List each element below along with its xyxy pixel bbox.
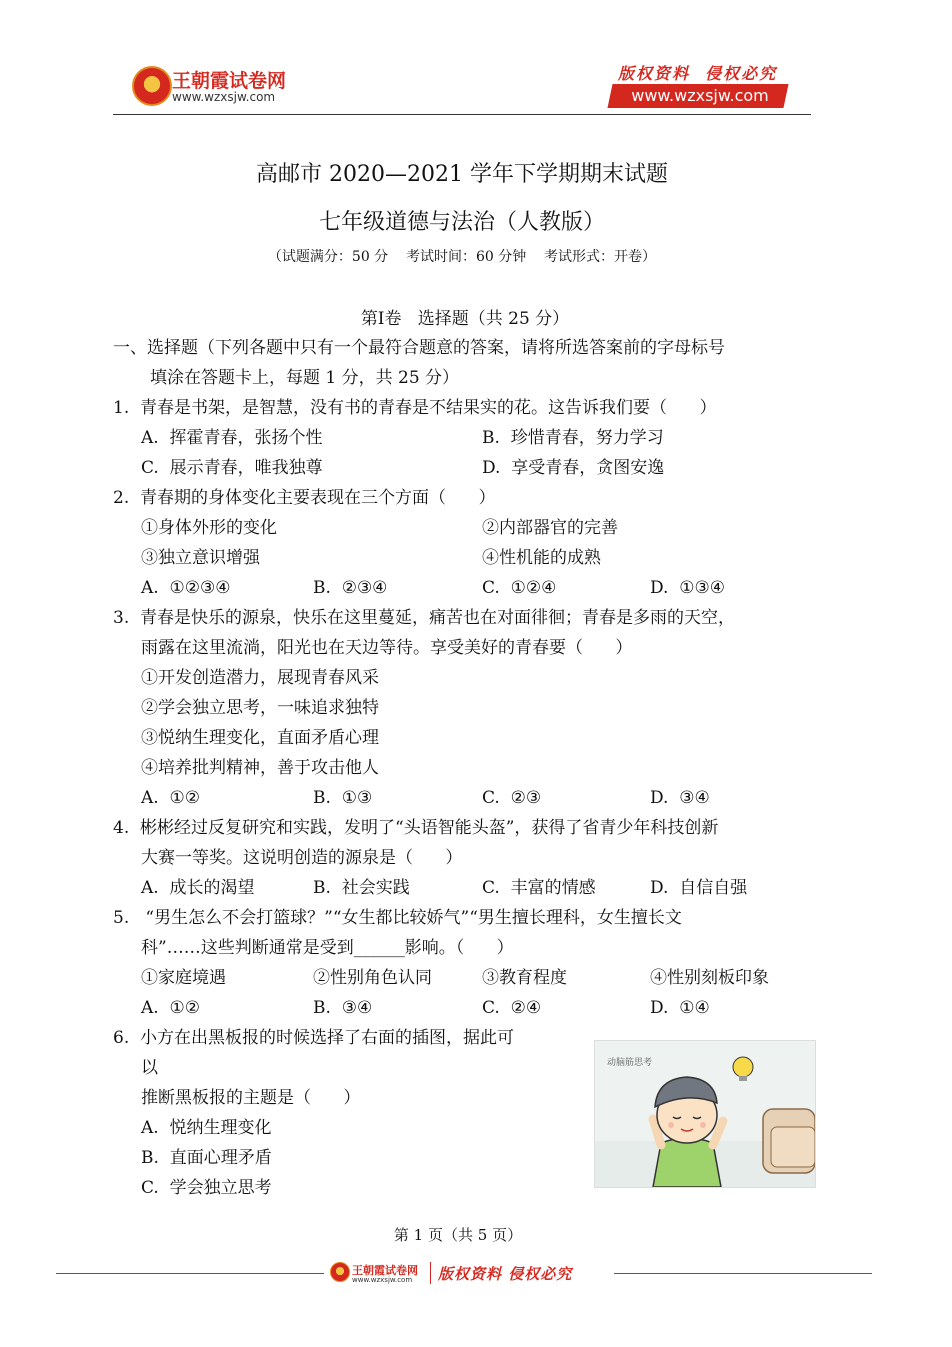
q5-stem-1: 5. “男生怎么不会打篮球？”“女生都比较娇气”“男生擅长理科，女生擅长文 (113, 908, 682, 928)
q4-option-b: B. 社会实践 (313, 878, 410, 898)
illustration-caption: 动脑筋思考 (607, 1058, 653, 1068)
q6-stem-3: 推断黑板报的主题是（ ） (141, 1088, 361, 1108)
q1-stem: 1. 青春是书架，是智慧，没有书的青春是不结果实的花。这告诉我们要（ ） (113, 398, 717, 418)
footer-rule-left (56, 1273, 324, 1274)
q1-option-d: D. 享受青春，贪图安逸 (482, 458, 665, 478)
exam-info: （试题满分：50 分 考试时间：60 分钟 考试形式：开卷） (267, 249, 657, 265)
q1-option-c: C. 展示青春，唯我独尊 (141, 458, 323, 478)
q6-option-a: A. 悦纳生理变化 (141, 1118, 272, 1138)
q4-stem-1: 4. 彬彬经过反复研究和实践，发明了“头语智能头盔”，获得了省青少年科技创新 (113, 818, 719, 838)
q3-statement-3: ③悦纳生理变化，直面矛盾心理 (141, 728, 379, 748)
q5-option-d: D. ①④ (650, 998, 710, 1018)
q5-statement-2: ②性别角色认同 (313, 968, 432, 988)
q4-stem-2: 大赛一等奖。这说明创造的源泉是（ ） (141, 848, 463, 868)
q3-statement-1: ①开发创造潜力，展现青春风采 (141, 668, 379, 688)
q3-option-b: B. ①③ (313, 788, 373, 808)
header (0, 0, 952, 120)
q5-option-a: A. ①② (141, 998, 200, 1018)
q2-stem: 2. 青春期的身体变化主要表现在三个方面（ ） (113, 488, 496, 508)
q6-option-b: B. 直面心理矛盾 (141, 1148, 272, 1168)
q5-option-c: C. ②④ (482, 998, 542, 1018)
q5-statement-4: ④性别刻板印象 (650, 968, 769, 988)
q1-option-a: A. 挥霍青春，张扬个性 (141, 428, 323, 448)
footer-divider (430, 1262, 431, 1284)
section-heading: 第Ⅰ卷 选择题（共 25 分） (360, 309, 570, 329)
page-number: 第 1 页（共 5 页） (393, 1226, 523, 1244)
q3-option-d: D. ③④ (650, 788, 710, 808)
q3-stem-1: 3. 青春是快乐的源泉，快乐在这里蔓延，痛苦也在对面徘徊；青春是多雨的天空， (113, 608, 736, 628)
section-instructions-2: 填涂在答题卡上，每题 1 分，共 25 分） (150, 368, 460, 388)
q6-illustration (594, 1040, 816, 1188)
brand-url: www.wzxsjw.com (172, 90, 276, 104)
banner-url: www.wzxsjw.com (631, 86, 769, 105)
footer-slogan: 版权资料 侵权必究 (438, 1265, 573, 1283)
q4-option-a: A. 成长的渴望 (141, 878, 255, 898)
q2-statement-1: ①身体外形的变化 (141, 518, 277, 538)
q2-option-b: B. ②③④ (313, 578, 388, 598)
header-rule (113, 114, 811, 115)
q3-statement-4: ④培养批判精神，善于攻击他人 (141, 758, 379, 778)
q2-option-c: C. ①②④ (482, 578, 557, 598)
footer-brand-name: 王朝霞试卷网 (352, 1264, 418, 1277)
q5-stem-2: 科”……这些判断通常是受到______影响。（ ） (141, 938, 514, 958)
q4-option-d: D. 自信自强 (650, 878, 748, 898)
q2-statement-3: ③独立意识增强 (141, 548, 260, 568)
footer-brand-url: www.wzxsjw.com (352, 1276, 413, 1284)
section-instructions-1: 一、选择题（下列各题中只有一个最符合题意的答案，请将所选答案前的字母标号 (113, 338, 725, 358)
q6-option-c: C. 学会独立思考 (141, 1178, 272, 1198)
q3-option-a: A. ①② (141, 788, 200, 808)
thinking-boy-illustration (595, 1041, 815, 1187)
q2-statement-2: ②内部器官的完善 (482, 518, 618, 538)
q1-option-b: B. 珍惜青春，努力学习 (482, 428, 664, 448)
exam-subtitle: 七年级道德与法治（人教版） (318, 210, 605, 235)
q4-option-c: C. 丰富的情感 (482, 878, 596, 898)
footer-brand-logo-icon (330, 1262, 350, 1282)
q2-statement-4: ④性机能的成熟 (482, 548, 601, 568)
q3-stem-2: 雨露在这里流淌，阳光也在天边等待。享受美好的青春要（ ） (141, 638, 633, 658)
exam-title: 高邮市 2020—2021 学年下学期期末试题 (256, 162, 668, 187)
brand-logo-icon (132, 66, 172, 106)
q2-option-d: D. ①③④ (650, 578, 725, 598)
copyright-slogan: 版权资料 侵权必究 (618, 64, 778, 83)
q6-stem-1: 6. 小方在出黑板报的时候选择了右面的插图，据此可 (113, 1028, 515, 1048)
q3-option-c: C. ②③ (482, 788, 542, 808)
q5-option-b: B. ③④ (313, 998, 373, 1018)
q5-statement-1: ①家庭境遇 (141, 968, 226, 988)
q5-statement-3: ③教育程度 (482, 968, 567, 988)
footer-rule-right (614, 1273, 872, 1274)
q6-stem-2: 以 (141, 1058, 158, 1078)
q3-statement-2: ②学会独立思考，一味追求独特 (141, 698, 379, 718)
brand-name: 王朝霞试卷网 (172, 70, 287, 92)
q2-option-a: A. ①②③④ (141, 578, 231, 598)
